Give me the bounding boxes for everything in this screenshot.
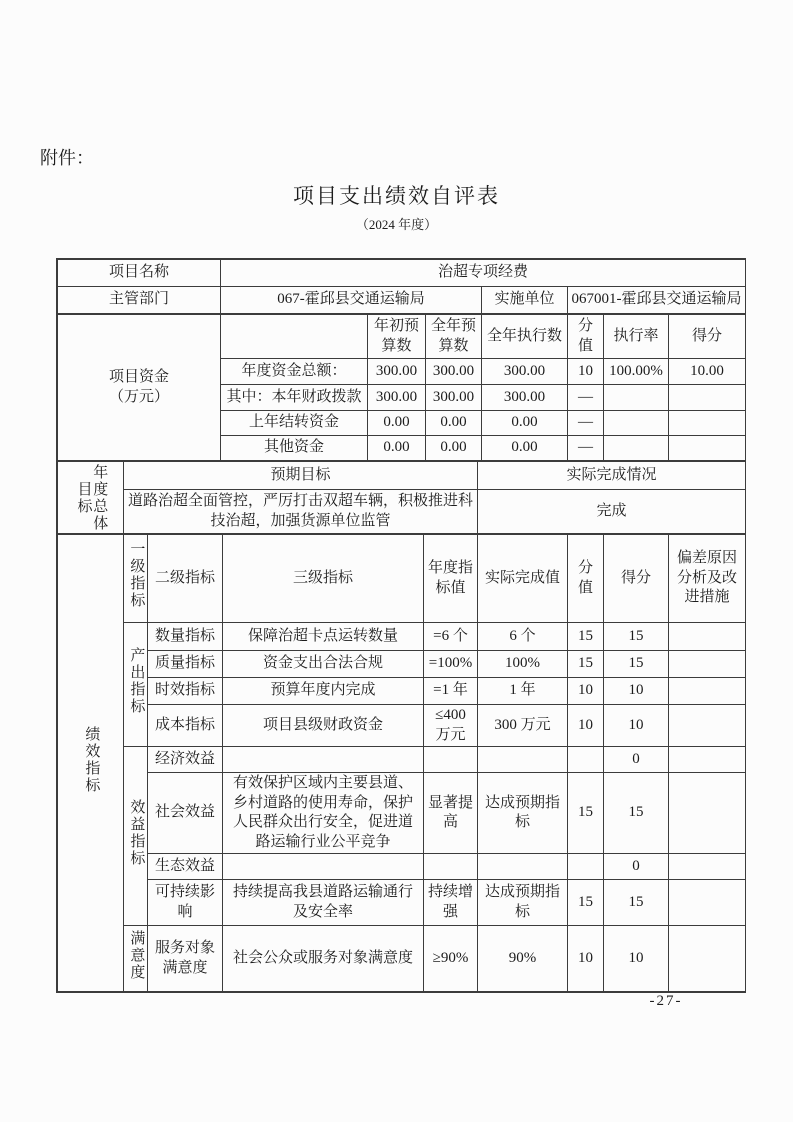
indicator-level2: 成本指标 — [148, 705, 223, 747]
funding-row-label: 上年结转资金 — [221, 411, 368, 436]
indicator-level2: 可持续影响 — [148, 880, 223, 926]
indicator-row-satisfaction — [58, 926, 746, 992]
project-name-label: 项目名称 — [58, 260, 221, 287]
indicator-level2: 生态效益 — [148, 854, 223, 880]
indicator-row-ecological — [58, 854, 746, 880]
indicator-row-economic — [58, 747, 746, 773]
funding-score — [669, 385, 746, 411]
dept-value: 067-霍邱县交通运输局 — [221, 287, 482, 314]
indicator-score: 10 — [604, 926, 669, 992]
indicator-deviation — [669, 651, 746, 678]
expected-goal-header: 预期目标 — [124, 462, 478, 490]
indicator-level2: 服务对象满意度 — [148, 926, 223, 992]
indicator-weight — [568, 854, 604, 880]
indicator-level3: 持续提高我县道路运输通行及安全率 — [223, 880, 424, 926]
funding-section-label — [58, 315, 221, 461]
indicators-table — [57, 534, 746, 992]
funding-weight: — — [568, 436, 604, 461]
indicator-score: 15 — [604, 651, 669, 678]
annual-goal-section-label — [58, 462, 124, 534]
deviation-header: 偏差原因分析及改进措施 — [669, 535, 746, 623]
indicator-row-timeliness — [58, 678, 746, 705]
indicator-score: 10 — [604, 705, 669, 747]
indicator-target: 显著提高 — [424, 773, 478, 854]
indicator-weight: 10 — [568, 678, 604, 705]
indicator-row-quantity — [58, 623, 746, 651]
funding-initial: 300.00 — [368, 359, 426, 385]
indicator-row-social — [58, 773, 746, 854]
benefit-group-label: 效益指标 — [124, 747, 148, 926]
indicator-target: ≥90% — [424, 926, 478, 992]
indicator-deviation — [669, 678, 746, 705]
indicator-target — [424, 747, 478, 773]
funding-header-score: 得分 — [669, 315, 746, 359]
performance-section-label: 绩效指标 — [58, 535, 124, 992]
indicator-target: =6 个 — [424, 623, 478, 651]
indicator-weight: 10 — [568, 926, 604, 992]
indicator-actual: 6 个 — [478, 623, 568, 651]
page-number: -27- — [649, 993, 683, 1009]
evaluation-table — [56, 258, 746, 993]
funding-table — [57, 314, 746, 461]
weight-header: 分值 — [568, 535, 604, 623]
indicator-level3: 资金支出合法合规 — [223, 651, 424, 678]
funding-annual: 300.00 — [426, 359, 482, 385]
actual-completion-text: 完成 — [478, 490, 746, 534]
indicator-weight: 10 — [568, 705, 604, 747]
dept-label: 主管部门 — [58, 287, 221, 314]
funding-weight: 10 — [568, 359, 604, 385]
indicator-level3 — [223, 854, 424, 880]
indicator-level2: 经济效益 — [148, 747, 223, 773]
funding-score — [669, 411, 746, 436]
satisfaction-group-label: 满意度 — [124, 926, 148, 992]
indicator-actual: 90% — [478, 926, 568, 992]
indicator-deviation — [669, 705, 746, 747]
indicator-deviation — [669, 854, 746, 880]
indicator-weight: 15 — [568, 880, 604, 926]
funding-header-blank — [221, 315, 368, 359]
indicator-weight — [568, 747, 604, 773]
page-title: 项目支出绩效自评表 — [293, 184, 500, 208]
level3-header: 三级指标 — [223, 535, 424, 623]
indicator-deviation — [669, 747, 746, 773]
annual-goal-label-right: 年度总体 — [91, 463, 108, 532]
indicator-score: 15 — [604, 773, 669, 854]
funding-row-label: 其他资金 — [221, 436, 368, 461]
indicator-actual: 300 万元 — [478, 705, 568, 747]
indicator-score: 0 — [604, 747, 669, 773]
funding-annual: 300.00 — [426, 385, 482, 411]
impl-unit-label: 实施单位 — [482, 287, 568, 314]
funding-annual: 0.00 — [426, 411, 482, 436]
funding-annual: 0.00 — [426, 436, 482, 461]
project-name-value: 治超专项经费 — [221, 260, 746, 287]
funding-header-weight: 分值 — [568, 315, 604, 359]
indicator-deviation — [669, 623, 746, 651]
expected-goal-text: 道路治超全面管控，严厉打击双超车辆，积极推进科技治超，加强货源单位监管 — [124, 490, 478, 534]
funding-rate: 100.00% — [604, 359, 669, 385]
indicator-deviation — [669, 880, 746, 926]
funding-row-label: 其中：本年财政拨款 — [221, 385, 368, 411]
funding-weight: — — [568, 411, 604, 436]
indicator-row-sustainability — [58, 880, 746, 926]
indicator-actual: 达成预期指标 — [478, 880, 568, 926]
indicator-actual: 100% — [478, 651, 568, 678]
indicator-level3 — [223, 747, 424, 773]
target-header: 年度指标值 — [424, 535, 478, 623]
indicator-actual: 1 年 — [478, 678, 568, 705]
funding-header-executed: 全年执行数 — [482, 315, 568, 359]
indicator-target: =1 年 — [424, 678, 478, 705]
indicator-level3: 项目县级财政资金 — [223, 705, 424, 747]
funding-initial: 300.00 — [368, 385, 426, 411]
indicator-level2: 社会效益 — [148, 773, 223, 854]
indicator-score: 0 — [604, 854, 669, 880]
level2-header: 二级指标 — [148, 535, 223, 623]
indicator-weight: 15 — [568, 623, 604, 651]
funding-score: 10.00 — [669, 359, 746, 385]
funding-executed: 300.00 — [482, 385, 568, 411]
funding-initial: 0.00 — [368, 411, 426, 436]
funding-row-label: 年度资金总额： — [221, 359, 368, 385]
indicator-level3: 预算年度内完成 — [223, 678, 424, 705]
indicator-row-cost — [58, 705, 746, 747]
funding-score — [669, 436, 746, 461]
indicator-row-quality — [58, 651, 746, 678]
indicator-weight: 15 — [568, 651, 604, 678]
indicator-level3: 保障治超卡点运转数量 — [223, 623, 424, 651]
actual-header: 实际完成值 — [478, 535, 568, 623]
impl-unit-value: 067001-霍邱县交通运输局 — [568, 287, 746, 314]
level1-header: 一级指标 — [124, 535, 148, 623]
indicator-score: 15 — [604, 880, 669, 926]
funding-initial: 0.00 — [368, 436, 426, 461]
funding-section-label-line2: （万元） — [108, 388, 169, 405]
indicator-actual — [478, 854, 568, 880]
attachment-label: 附件： — [40, 148, 94, 168]
indicator-level3: 社会公众或服务对象满意度 — [223, 926, 424, 992]
indicator-level3: 有效保护区域内主要县道、乡村道路的使用寿命，保护人民群众出行安全，促进道路运输行业公平竞争 — [223, 773, 424, 854]
indicator-target: ≤400 万元 — [424, 705, 478, 747]
indicator-deviation — [669, 773, 746, 854]
indicator-level2: 时效指标 — [148, 678, 223, 705]
indicator-score: 10 — [604, 678, 669, 705]
project-info-table — [57, 259, 746, 314]
indicator-weight: 15 — [568, 773, 604, 854]
funding-header-rate: 执行率 — [604, 315, 669, 359]
page-subtitle: （2024 年度） — [355, 217, 438, 232]
indicator-target: 持续增强 — [424, 880, 478, 926]
indicator-level2: 数量指标 — [148, 623, 223, 651]
funding-rate — [604, 385, 669, 411]
funding-weight: — — [568, 385, 604, 411]
funding-rate — [604, 436, 669, 461]
indicator-target: =100% — [424, 651, 478, 678]
funding-rate — [604, 411, 669, 436]
annual-goal-table — [57, 461, 746, 534]
annual-goal-label-left: 目标 — [75, 480, 92, 515]
funding-executed: 0.00 — [482, 436, 568, 461]
indicator-actual: 达成预期指标 — [478, 773, 568, 854]
indicator-target — [424, 854, 478, 880]
output-group-label: 产出指标 — [124, 623, 148, 747]
score-header: 得分 — [604, 535, 669, 623]
funding-executed: 0.00 — [482, 411, 568, 436]
funding-header-annual: 全年预算数 — [426, 315, 482, 359]
indicator-score: 15 — [604, 623, 669, 651]
indicator-deviation — [669, 926, 746, 992]
indicator-level2: 质量指标 — [148, 651, 223, 678]
funding-section-label-line1: 项目资金 — [108, 369, 169, 385]
funding-executed: 300.00 — [482, 359, 568, 385]
actual-completion-header: 实际完成情况 — [478, 462, 746, 490]
funding-header-initial: 年初预算数 — [368, 315, 426, 359]
indicator-actual — [478, 747, 568, 773]
